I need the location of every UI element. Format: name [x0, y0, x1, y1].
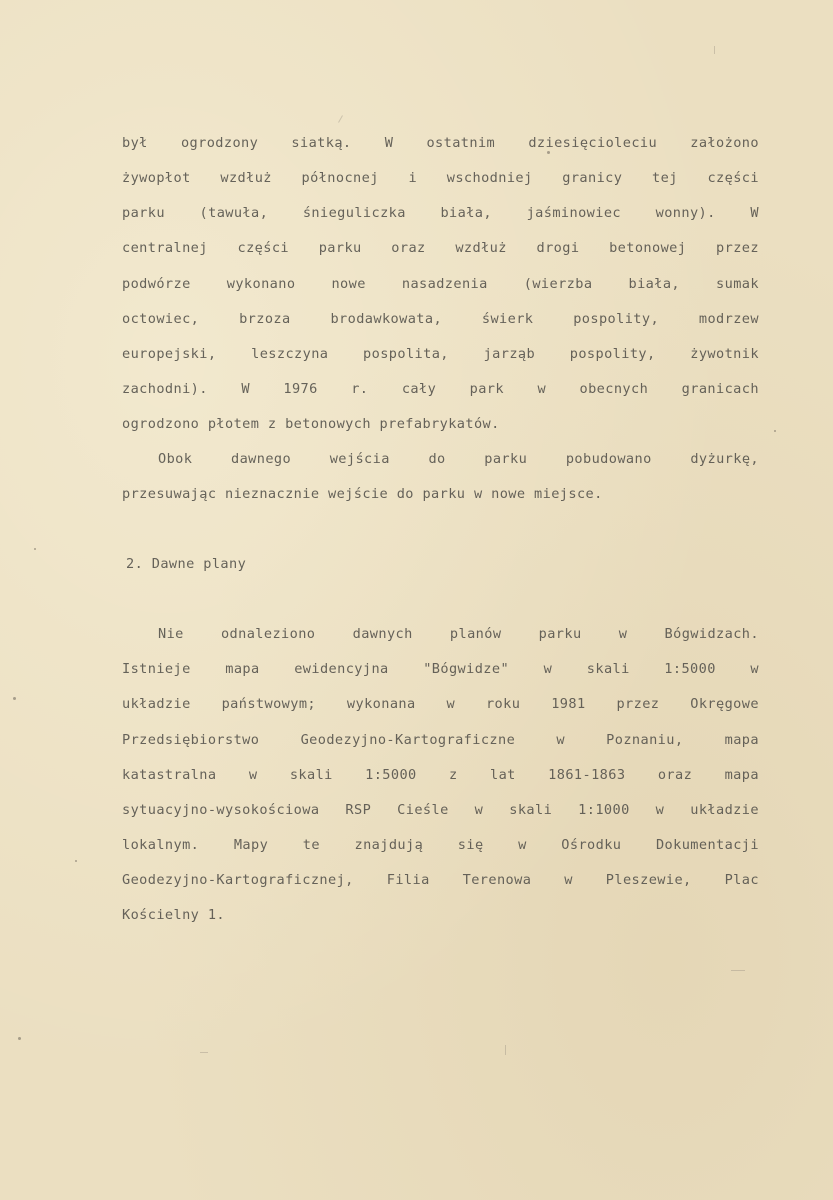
word: dziesięcioleciu: [528, 135, 658, 151]
word: żywopłot: [122, 170, 191, 186]
word: nasadzenia: [401, 276, 488, 292]
word: mapa: [724, 732, 759, 748]
word: parku: [538, 626, 582, 642]
word: 1976: [283, 381, 318, 397]
word: z: [449, 767, 458, 783]
word: pospolity,: [569, 346, 656, 362]
paper-scratch: [338, 115, 343, 122]
word: W: [384, 135, 394, 151]
text-line: [122, 311, 759, 327]
word: wschodniej: [446, 170, 533, 186]
text-line: [122, 205, 759, 221]
word: północnej: [301, 170, 379, 186]
word: w: [446, 696, 456, 712]
word: RSP: [345, 802, 372, 818]
paper-scratch: [731, 970, 745, 971]
word: wejścia: [329, 451, 390, 467]
word: w: [556, 732, 565, 748]
word: Filia: [386, 872, 430, 888]
word: biała,: [440, 205, 492, 221]
word: katastralna: [122, 767, 217, 783]
word: dyżurkę,: [690, 451, 759, 467]
word: modrzew: [698, 311, 759, 327]
word: W: [750, 205, 759, 221]
word: leszczyna: [251, 346, 329, 362]
word: te: [302, 837, 320, 853]
text-line: [122, 767, 759, 783]
word: zachodni).: [122, 381, 208, 397]
word: w: [564, 872, 573, 888]
word: nowe: [331, 276, 366, 292]
word: centralnej: [122, 240, 208, 256]
paper-scratch: [200, 1052, 208, 1053]
word: się: [457, 837, 484, 853]
word: Cieśle: [397, 802, 449, 818]
text-line: [122, 381, 759, 397]
text-line: [158, 451, 759, 467]
text-line: [122, 170, 759, 186]
word: był: [122, 135, 148, 151]
word: odnaleziono: [220, 626, 316, 642]
word: W: [241, 381, 250, 397]
word: Ośrodku: [561, 837, 622, 853]
word: lokalnym.: [122, 837, 200, 853]
word: w: [518, 837, 527, 853]
word: wzdłuż: [220, 170, 272, 186]
word: Przedsiębiorstwo: [122, 732, 260, 748]
word: wonny).: [655, 205, 716, 221]
word: pospolity,: [573, 311, 660, 327]
word: w: [655, 802, 665, 818]
word: tej: [652, 170, 678, 186]
word: 1861-1863: [548, 767, 626, 783]
paper-speck: [34, 548, 36, 550]
word: Poznaniu,: [606, 732, 684, 748]
word: świerk: [481, 311, 534, 327]
paper-scratch: [714, 46, 715, 54]
word: jaśminowiec: [526, 205, 622, 221]
word: wykonano: [226, 276, 296, 292]
section-heading: 2. Dawne plany: [126, 556, 247, 572]
word: Bógwidzach.: [664, 626, 759, 642]
word: części: [707, 170, 759, 186]
text-line: [122, 240, 759, 256]
text-line: [122, 732, 759, 748]
word: mapa: [724, 767, 759, 783]
word: (tawuła,: [199, 205, 269, 221]
word: octowiec,: [122, 311, 200, 327]
text-line: przesuwając nieznacznie wejście do parku w nowe miejsce.: [122, 486, 603, 502]
word: do: [428, 451, 446, 467]
word: pobudowano: [565, 451, 652, 467]
word: Okręgowe: [690, 696, 759, 712]
word: Obok: [158, 451, 193, 467]
word: w: [750, 661, 759, 677]
word: układzie: [690, 802, 759, 818]
word: żywotnik: [690, 346, 759, 362]
word: sytuacyjno-wysokościowa: [122, 802, 320, 818]
text-line: ogrodzono płotem z betonowych prefabrykatów.: [122, 416, 500, 432]
word: granicy: [562, 170, 623, 186]
word: Nie: [158, 626, 184, 642]
word: w: [248, 767, 258, 783]
word: brodawkowata,: [330, 311, 443, 327]
word: ostatnim: [426, 135, 496, 151]
word: drogi: [536, 240, 580, 256]
word: europejski,: [122, 346, 217, 362]
word: śnieguliczka: [302, 205, 406, 221]
paper-speck: [75, 860, 77, 862]
paper-scratch: [505, 1045, 506, 1055]
word: znajdują: [354, 837, 424, 853]
word: ewidencyjna: [294, 661, 389, 677]
word: skali: [509, 802, 553, 818]
word: granicach: [681, 381, 759, 397]
text-line: [122, 135, 759, 151]
word: parku: [318, 240, 362, 256]
word: układzie: [122, 696, 191, 712]
word: brzoza: [239, 311, 291, 327]
word: 1:1000: [578, 802, 630, 818]
word: 1:5000: [664, 661, 716, 677]
word: założono: [690, 135, 759, 151]
text-line: [122, 872, 759, 888]
text-line: [122, 346, 759, 362]
word: pospolita,: [363, 346, 449, 362]
text-line: [122, 276, 759, 292]
word: obecnych: [579, 381, 649, 397]
word: i: [408, 170, 418, 186]
word: Terenowa: [462, 872, 532, 888]
word: dawnego: [230, 451, 292, 467]
paper-speck: [774, 430, 776, 432]
word: biała,: [628, 276, 680, 292]
text-line: [158, 626, 759, 642]
paper-speck: [13, 697, 16, 700]
word: państwowym;: [221, 696, 317, 712]
word: w: [474, 802, 484, 818]
word: dawnych: [352, 626, 413, 642]
text-line: [122, 696, 759, 712]
word: skali: [289, 767, 333, 783]
word: Istnieje: [122, 661, 191, 677]
word: Plac: [724, 872, 759, 888]
word: skali: [586, 661, 630, 677]
word: ogrodzony: [180, 135, 259, 151]
word: wykonana: [346, 696, 416, 712]
word: przez: [716, 240, 759, 256]
text-line: [122, 661, 759, 677]
word: Geodezyjno-Kartograficzne: [300, 732, 516, 748]
word: jarząb: [483, 346, 536, 362]
word: planów: [449, 626, 502, 642]
word: betonowej: [609, 240, 687, 256]
word: przez: [616, 696, 660, 712]
paper-speck: [547, 151, 550, 154]
text-line: Kościelny 1.: [122, 907, 226, 923]
paper-speck: [18, 1037, 21, 1040]
word: Geodezyjno-Kartograficznej,: [122, 872, 354, 888]
word: mapa: [225, 661, 260, 677]
word: w: [618, 626, 628, 642]
word: lat: [490, 767, 516, 783]
word: podwórze: [122, 276, 191, 292]
word: Pleszewie,: [605, 872, 692, 888]
word: park: [469, 381, 504, 397]
word: oraz: [657, 767, 693, 783]
word: 1981: [551, 696, 586, 712]
word: 1:5000: [365, 767, 417, 783]
word: w: [537, 381, 547, 397]
word: parku: [484, 451, 528, 467]
word: siatką.: [291, 135, 352, 151]
word: w: [543, 661, 553, 677]
word: sumak: [716, 276, 759, 292]
word: cały: [401, 381, 437, 397]
text-line: [122, 802, 759, 818]
word: r.: [351, 381, 369, 397]
word: (wierzba: [523, 276, 593, 292]
word: parku: [122, 205, 165, 221]
word: Mapy: [233, 837, 269, 853]
word: "Bógwidze": [423, 661, 510, 677]
word: Dokumentacji: [655, 837, 759, 853]
word: wzdłuż: [455, 240, 507, 256]
word: części: [237, 240, 290, 256]
text-line: [122, 837, 759, 853]
word: roku: [485, 696, 521, 712]
word: oraz: [391, 240, 426, 256]
